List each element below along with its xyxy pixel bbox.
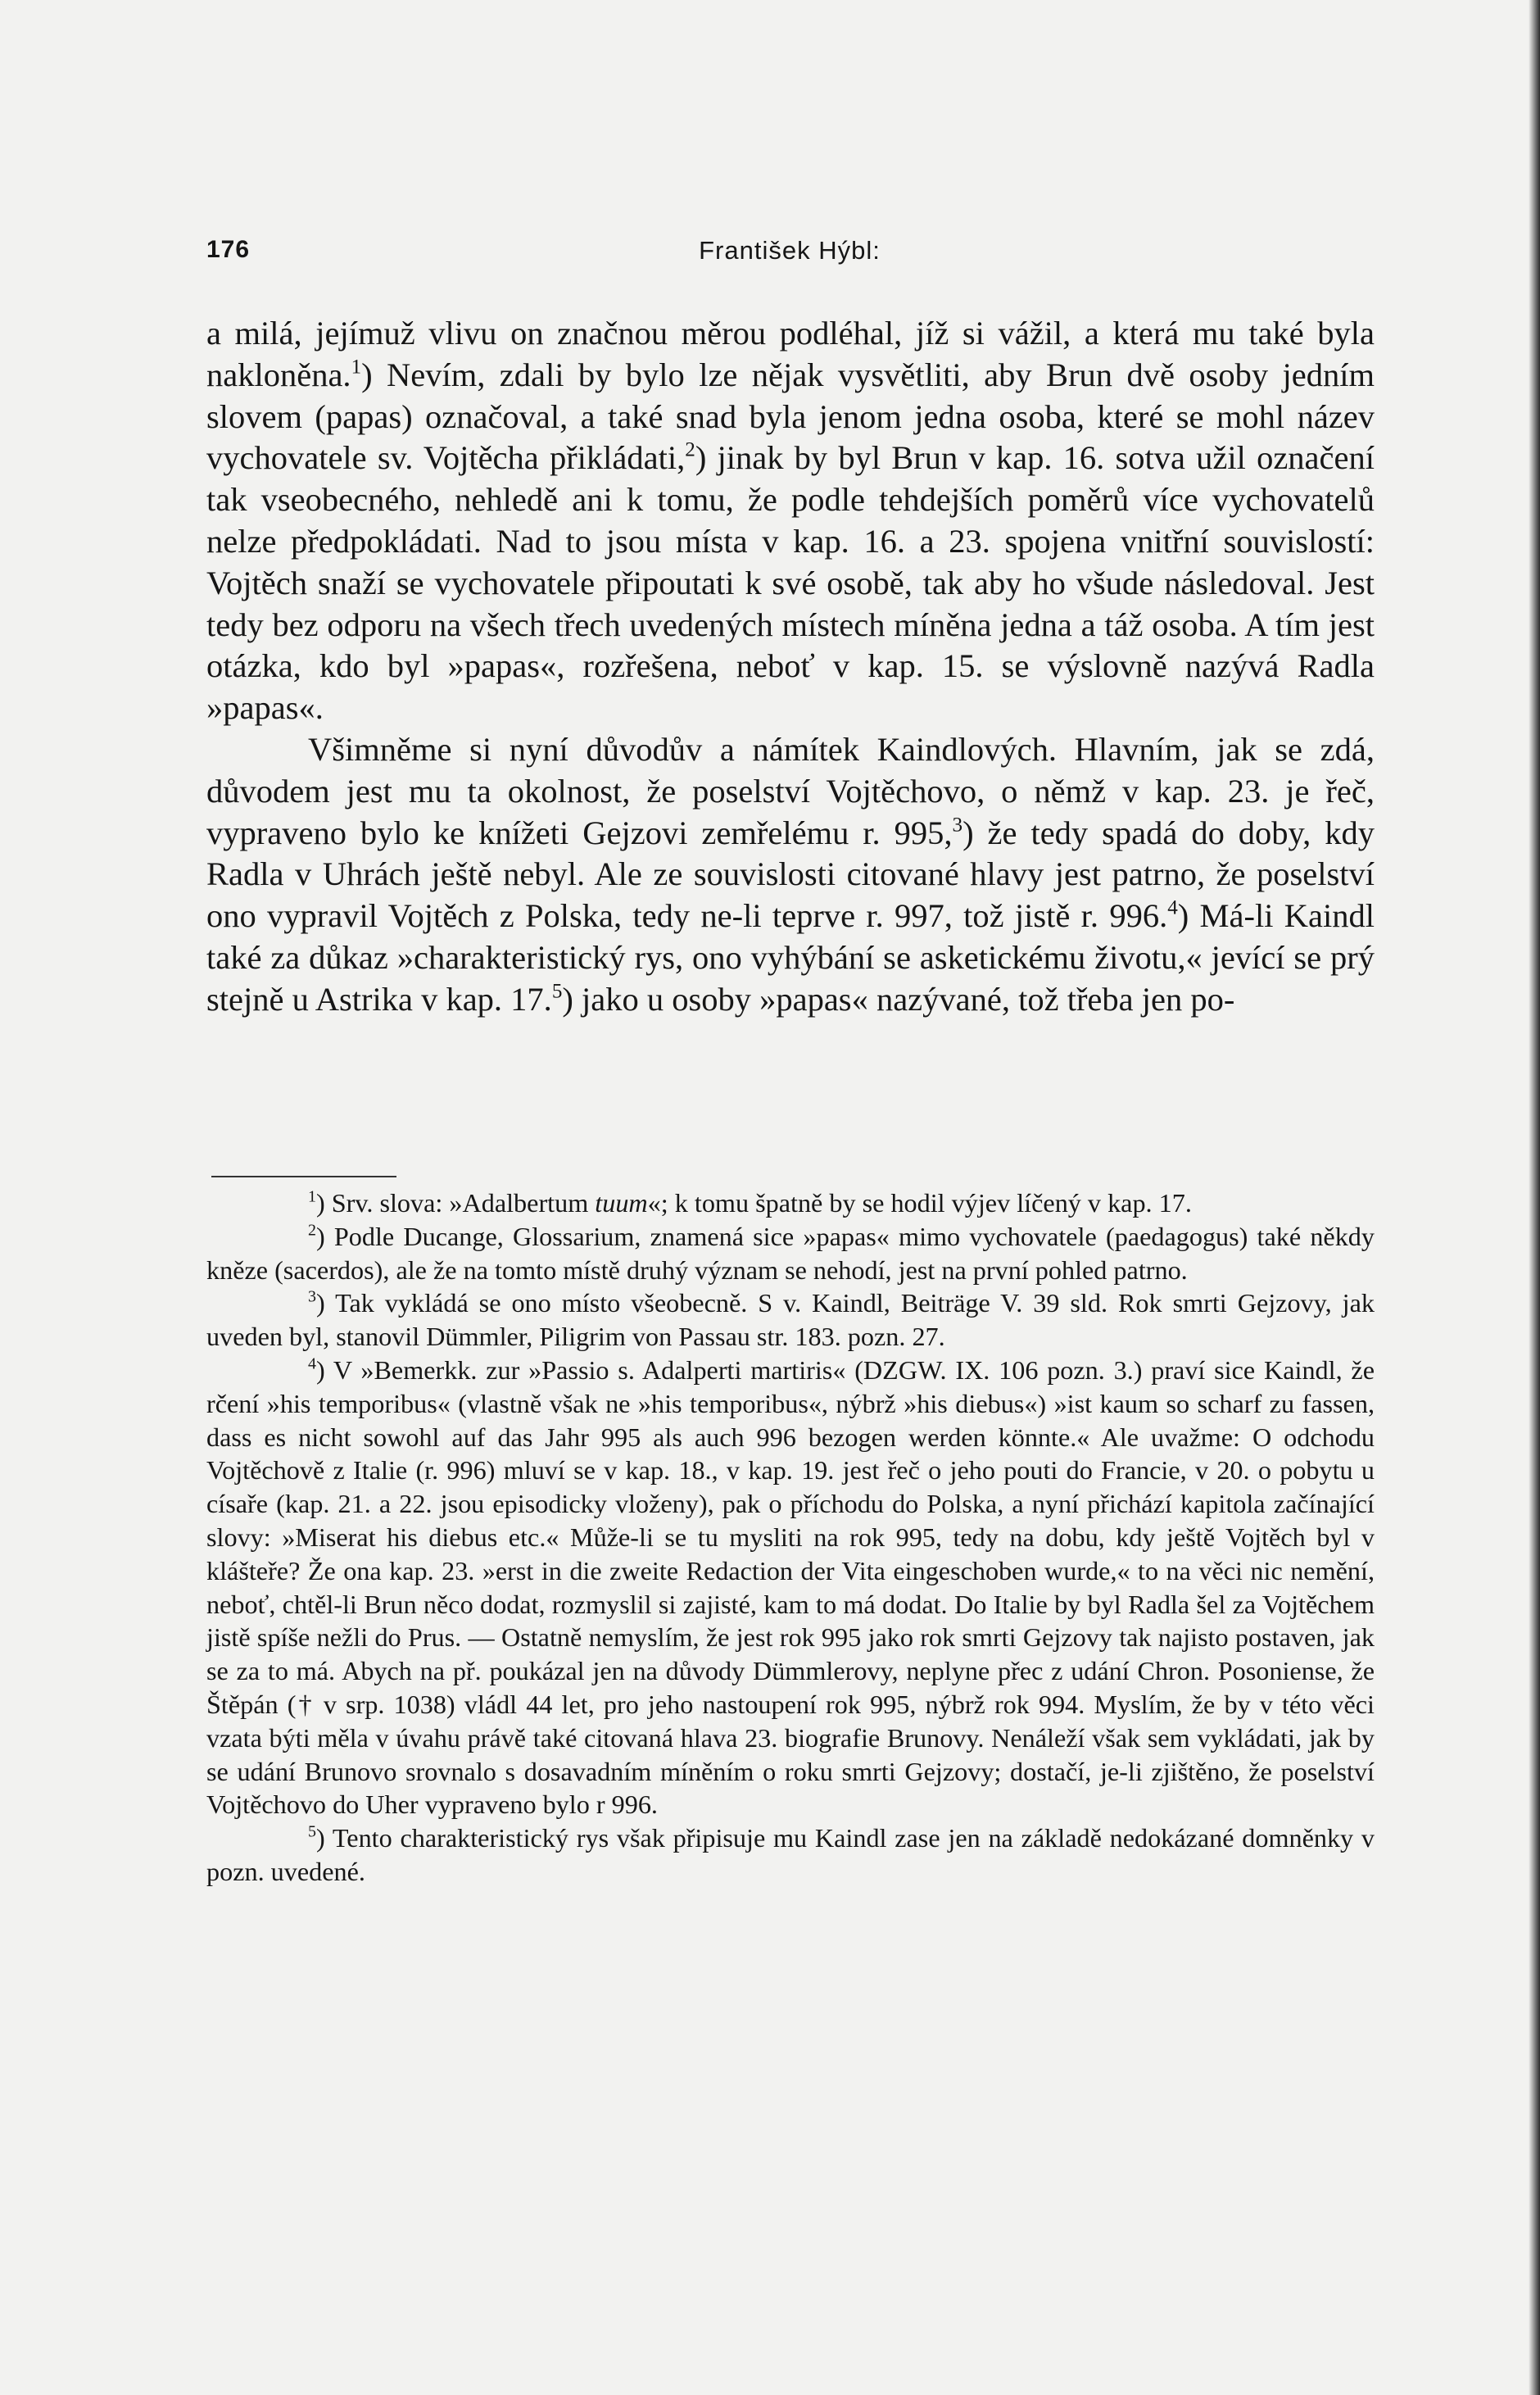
- footnote-mark: 1: [308, 1187, 316, 1206]
- footnote-3: [206, 1286, 1375, 1354]
- running-title: František Hýbl:: [699, 236, 881, 265]
- page-edge: [1529, 0, 1540, 2395]
- footnote-5: [206, 1821, 1375, 1889]
- footnote-ref-1: 1: [351, 356, 362, 379]
- footnote-text: ) V »Bemerkk. zur »Passio s. Adalperti martiris« (DZGW. IX. 106 pozn. 3.) praví sice Kaindl, že rčení »his temporibus« (vlastně však ne »his temporibus«, nýbrž »his diebus«) »ist kaum so scharf zu fassen, dass es nicht sowohl auf das Jahr 995 als auch 996 bezogen werden könnte.« Ale uvažme: O odchodu Vojtěchově z Italie (r. 996) mluví se v kap. 18., v kap. 19. jest řeč o jeho pouti do Francie, v 20. o pobytu u císaře (kap. 21. a 22. jsou episodicky vloženy), pak o příchodu do Polska, a nyní přichází kapitola začínající slovy: »Miserat his diebus etc.« Může-li se tu mysliti na rok 995, tedy na dobu, kdy ještě Vojtěch byl v klášteře? Že ona kap. 23. »erst in die zweite Redaction der Vita eingeschoben wurde,« to na věci nic nemění, neboť, chtěl-li Brun něco dodat, rozmyslil si zajisté, kam to má dodat. Do Italie by byl Radla šel za Vojtěchem jistě spíše nežli do Prus. — Ostatně nemyslím, že jest rok 995 jako rok smrti Gejzovy tak najisto postaven, jak se za to má. Abych na př. poukázal jen na důvody Dümmlerovy, neplyne přec z udání Chron. Posoniense, že Štěpán († v srp. 1038) vládl 44 let, pro jeho nastoupení rok 995, nýbrž rok 994. Myslím, že by v této věci vzata býti měla v úvahu právě také citovaná hlava 23. biografie Brunovy. Nenáleží však sem vykládati, jak by se udání Brunovo srovnalo s dosavadním míněním o roku smrti Gejzovy; dostačí, je-li zjištěno, že poselství Vojtěchovo do Uher vypraveno bylo r 996.: [206, 1354, 1375, 1820]
- footnotes: [206, 1186, 1375, 1889]
- footnote-2: [206, 1220, 1375, 1287]
- footnote-mark: 3: [308, 1288, 316, 1307]
- text-segment: ) Má-li Kaindl také za důkaz »charakteristický rys, ono vyhýbání se asketickému životu,« jevící se prý stejně u Astrika v kap. 17.: [206, 897, 1375, 1018]
- footnote-mark: 2: [308, 1221, 316, 1240]
- footnote-italic: tuum: [595, 1188, 648, 1218]
- main-text: [206, 313, 1375, 1021]
- text-segment: a milá, jejímuž vlivu on značnou měrou podléhal, jíž si vážil, a která mu také byla nakloněna.: [206, 315, 1375, 393]
- footnote-ref-4: 4: [1167, 896, 1178, 919]
- footnote-text: ) Srv. slova: »Adalbertum: [315, 1188, 596, 1218]
- footnote-ref-5: 5: [551, 980, 563, 1003]
- paragraph-1: [206, 313, 1375, 729]
- text-segment: Všimněme si nyní důvodův a námítek Kaindlových. Hlavním, jak se zdá, důvodem jest mu ta okolnost, že poselství Vojtěchovo, o němž v kap. 23. je řeč, vypraveno bylo ke knížeti Gejzovi zemřelému r. 995,: [206, 730, 1375, 851]
- footnote-4: [206, 1354, 1375, 1821]
- footnote-mark: 4: [308, 1354, 316, 1373]
- text-segment: ) jako u osoby »papas« nazývané, tož třeba jen po-: [562, 980, 1235, 1018]
- text-segment: ) jinak by byl Brun v kap. 16. sotva užil označení tak vseobecného, nehledě ani k tomu, že podle tehdejších poměrů více vychovatelů nelze předpokládati. Nad to jsou místa v kap. 16. a 23. spojena vnitřní souvislostí: Vojtěch snaží se vychovatele připoutati k své osobě, tak aby ho všude následoval. Jest tedy bez odporu na všech třech uvedených místech míněna jedna a táž osoba. A tím jest otázka, kdo byl »papas«, rozřešena, neboť v kap. 15. se výslovně nazývá Radla »papas«.: [206, 439, 1375, 727]
- text-segment: ) Nevím, zdali by bylo lze nějak vysvětliti, aby Brun dvě osoby jedním slovem (papas) označoval, a také snad byla jenom jedna osoba, které se mohl název vychovatele sv. Vojtěcha přikládati,: [206, 356, 1375, 477]
- paragraph-2: [206, 729, 1375, 1021]
- page-header: [206, 236, 1373, 275]
- footnote-1: [206, 1186, 1375, 1220]
- page-number: 176: [206, 236, 251, 263]
- footnote-ref-2: 2: [685, 438, 695, 461]
- footnote-mark: 5: [308, 1822, 316, 1841]
- footnote-text: «; k tomu špatně by se hodil výjev líčený v kap. 17.: [647, 1188, 1192, 1218]
- footnote-text: ) Tak vykládá se ono místo všeobecně. S v. Kaindl, Beiträge V. 39 sld. Rok smrti Gejzovy, jak uveden byl, stanovil Dümmler, Piligrim von Passau str. 183. pozn. 27.: [206, 1288, 1375, 1352]
- footnote-text: ) Podle Ducange, Glossarium, znamená sice »papas« mimo vychovatele (paedagogus) také někdy kněze (sacerdos), ale že na tomto místě druhý význam se nehodí, jest na první pohled patrno.: [206, 1221, 1375, 1285]
- text-segment: ) že tedy spadá do doby, kdy Radla v Uhrách ještě nebyl. Ale ze souvislosti citované hlavy jest patrno, že poselství ono vypravil Vojtěch z Polska, tedy ne-li teprve r. 997, tož jistě r. 996.: [206, 814, 1375, 935]
- footnote-text: ) Tento charakteristický rys však připisuje mu Kaindl zase jen na základě nedokázané domněnky v pozn. uvedené.: [206, 1823, 1375, 1886]
- footnote-divider: [211, 1176, 396, 1177]
- footnote-ref-3: 3: [952, 814, 963, 836]
